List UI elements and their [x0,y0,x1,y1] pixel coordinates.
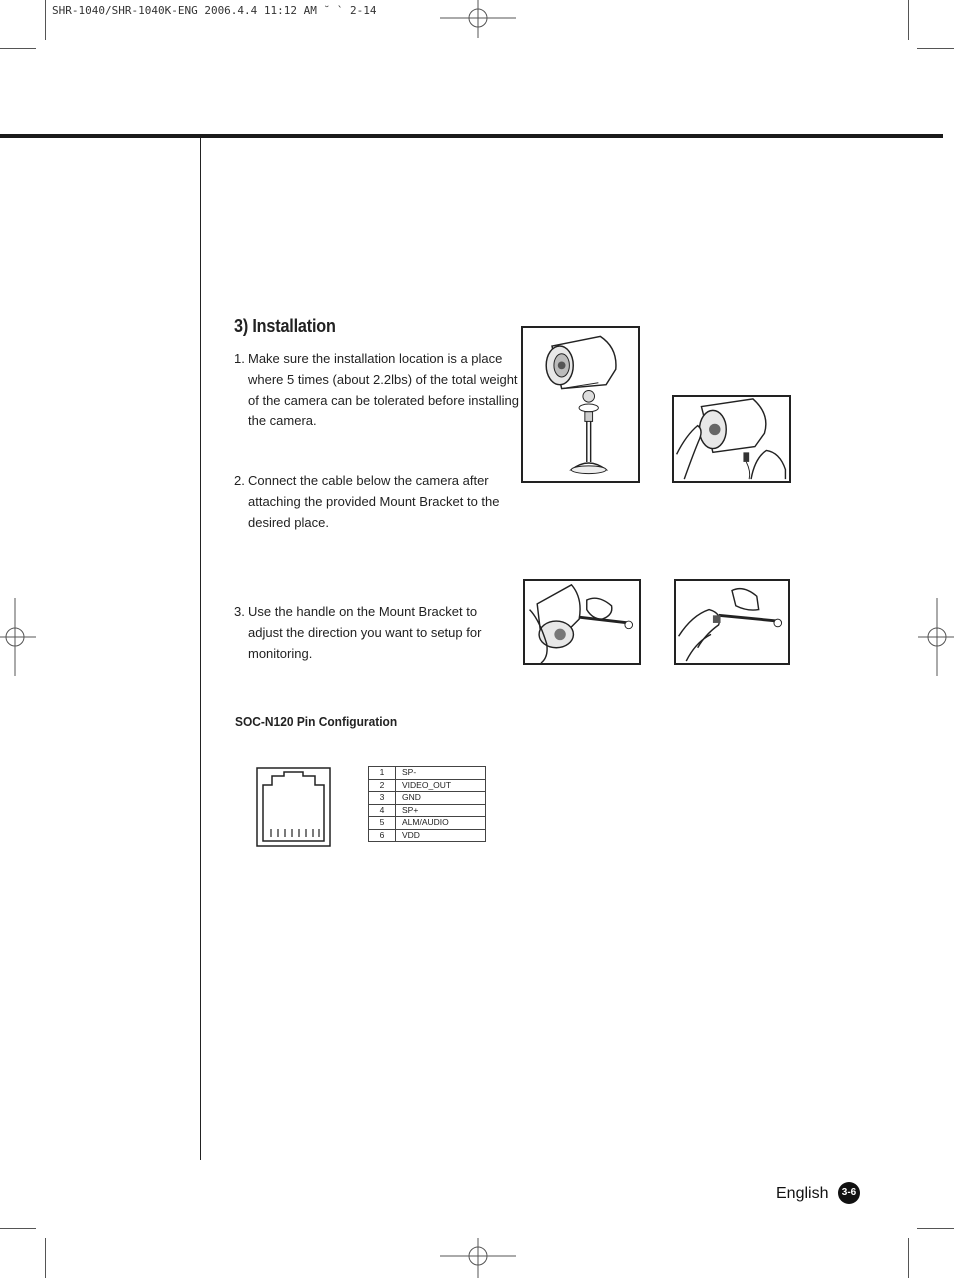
registration-mark-right-icon [918,598,954,676]
page-number-badge: 3-6 [838,1182,860,1204]
crop-mark-top-right-v [908,0,909,40]
pin-signal: ALM/AUDIO [396,817,486,830]
illustration-connect-cable [672,395,791,483]
crop-mark-bottom-left-v [45,1238,46,1278]
table-row [369,792,486,805]
pin-config-table [368,766,486,842]
step-3 [234,602,481,664]
illustration-camera-and-bracket [521,326,640,483]
pin-signal: VIDEO_OUT [396,779,486,792]
step-number: 3. [234,604,245,619]
step-number: 1. [234,351,245,366]
pin-number: 2 [369,779,396,792]
step-line: Connect the cable below the camera after [248,473,489,488]
registration-mark-top-icon [440,0,516,40]
illustration-adjust-handle-2 [674,579,790,665]
pin-number: 3 [369,792,396,805]
step-line: Use the handle on the Mount Bracket to [248,604,478,619]
table-row [369,804,486,817]
pin-number: 5 [369,817,396,830]
table-row [369,817,486,830]
crop-mark-top-left-h [0,48,36,49]
print-header-info: SHR-1040/SHR-1040K-ENG 2006.4.4 11:12 AM ˘ ` 2-14 [52,4,377,17]
crop-mark-bottom-left-h [0,1228,36,1229]
table-row [369,829,486,842]
header-rule [0,134,943,138]
step-line: Make sure the installation location is a place [248,351,503,366]
registration-mark-left-icon [0,598,36,676]
pin-signal: SP- [396,767,486,780]
pin-number: 1 [369,767,396,780]
pin-signal: GND [396,792,486,805]
table-row [369,779,486,792]
step-2 [234,471,500,533]
pin-number: 6 [369,829,396,842]
rj-connector-icon [256,767,332,848]
registration-mark-bottom-icon [440,1238,516,1278]
section-title: 3) Installation [234,316,336,336]
crop-mark-top-left-v [45,0,46,40]
step-line: desired place. [248,514,329,530]
step-line: monitoring. [248,645,313,661]
illustration-adjust-handle-1 [523,579,641,665]
crop-mark-bottom-right-h [917,1228,954,1229]
step-line: of the camera can be tolerated before installing [248,392,520,408]
footer-language: English [776,1185,829,1202]
pin-signal: SP+ [396,804,486,817]
step-line: the camera. [248,413,317,429]
step-line: attaching the provided Mount Bracket to the [248,493,500,509]
pin-number: 4 [369,804,396,817]
pin-signal: VDD [396,829,486,842]
step-number: 2. [234,473,245,488]
left-margin-rule [200,138,201,1160]
crop-mark-bottom-right-v [908,1238,909,1278]
step-line: where 5 times (about 2.2lbs) of the total weight [248,371,518,387]
table-row [369,767,486,780]
pin-config-title: SOC-N120 Pin Configuration [235,714,398,729]
crop-mark-top-right-h [917,48,954,49]
step-line: adjust the direction you want to setup for [248,624,482,640]
step-1 [234,349,519,432]
